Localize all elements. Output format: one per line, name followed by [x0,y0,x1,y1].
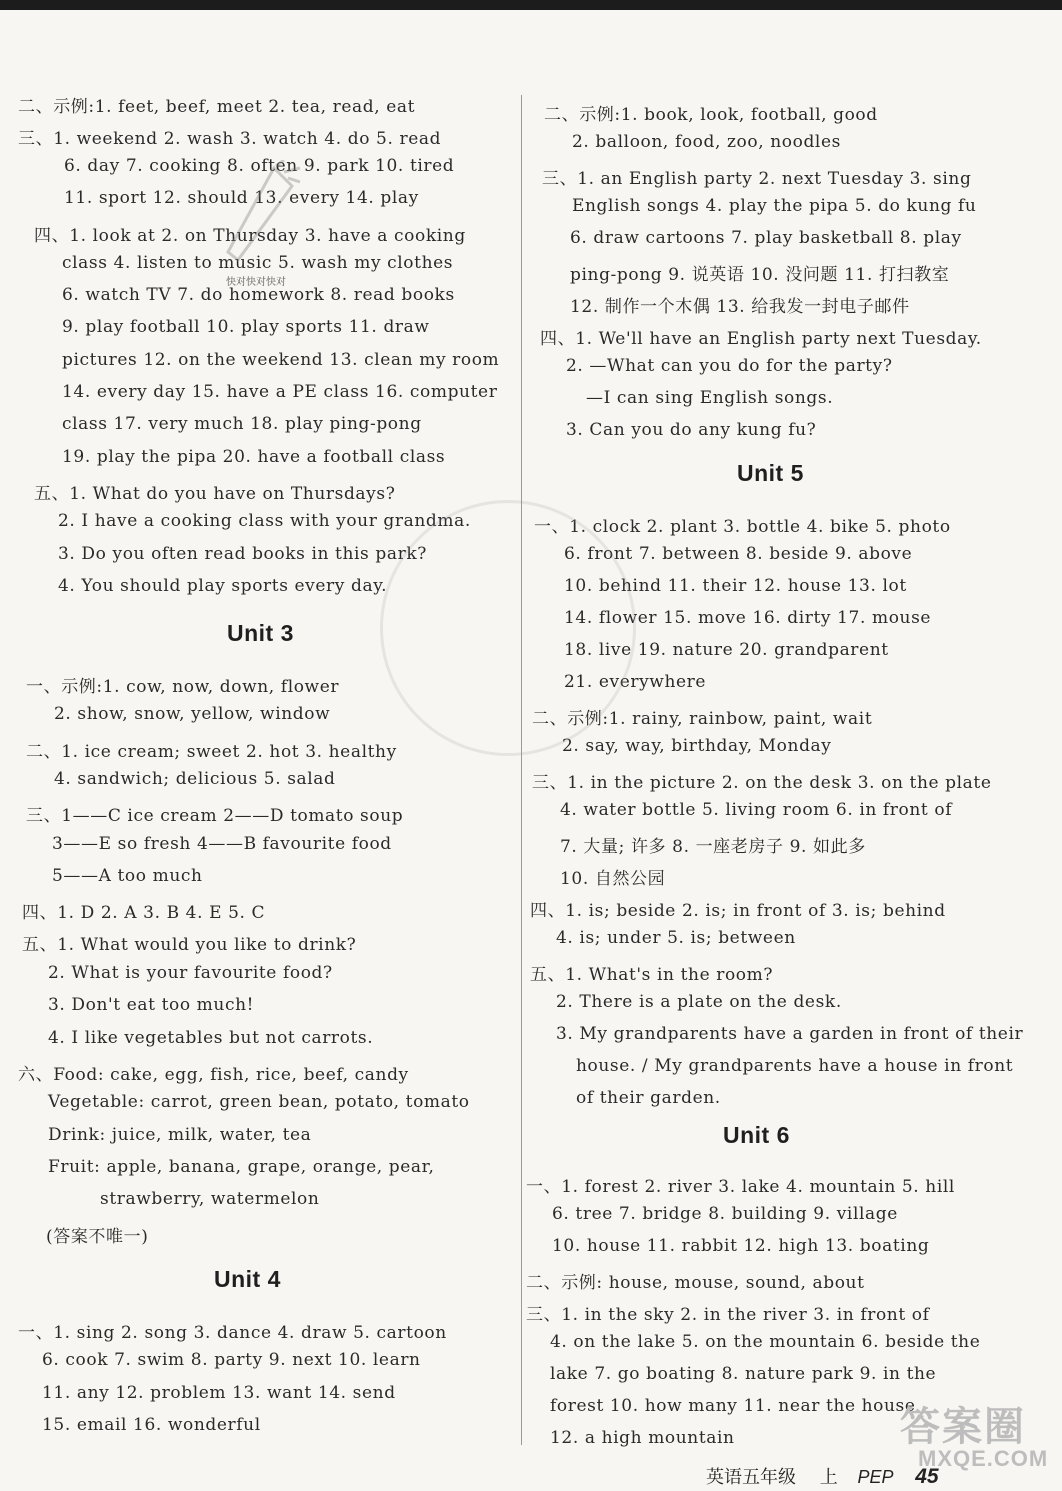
answer-line: 14. flower 15. move 16. dirty 17. mouse [564,608,932,628]
unit-heading: Unit 4 [214,1266,281,1292]
answer-line: 6. cook 7. swim 8. party 9. next 10. learn [42,1350,421,1370]
answer-line: lake 7. go boating 8. nature park 9. in the [550,1364,937,1384]
carrot-watermark [214,160,304,270]
answer-line: 7. 大量; 许多 8. 一座老房子 9. 如此多 [560,837,866,857]
answer-line: 15. email 16. wonderful [42,1415,261,1435]
unit-heading: Unit 6 [723,1122,790,1148]
unit-heading: Unit 3 [227,620,294,646]
answer-line: 二、1. ice cream; sweet 2. hot 3. healthy [26,742,397,762]
footer-edition: PEP [857,1467,894,1487]
answer-line: English songs 4. play the pipa 5. do kung fu [572,196,977,216]
answer-line: 4. sandwich; delicious 5. salad [54,769,336,789]
answer-line: 2. I have a cooking class with your grandma. [58,511,471,531]
answer-line: class 4. listen to music 5. wash my clothes [62,253,454,273]
footer-subject: 英语五年级 [706,1467,796,1488]
answer-line: 四、1. look at 2. on Thursday 3. have a cooking [34,226,466,246]
answer-line: pictures 12. on the weekend 13. clean my room [62,350,500,370]
answer-line: 4. I like vegetables but not carrots. [48,1028,374,1048]
answer-line: 六、Food: cake, egg, fish, rice, beef, candy [18,1065,409,1085]
answer-line: 一、1. forest 2. river 3. lake 4. mountain 5. hill [526,1177,955,1197]
answer-line: 10. behind 11. their 12. house 13. lot [564,576,907,596]
logo-main-text: 答案圈 [900,1405,1026,1449]
answer-line: 二、示例:1. feet, beef, meet 2. tea, read, eat [18,97,416,117]
logo-sub-text: MXQE.COM [918,1446,1049,1471]
watermark-stamp [380,500,636,756]
answer-line: 4. is; under 5. is; between [556,928,796,948]
answer-line: 10. 自然公园 [560,869,666,889]
answer-line: 6. day 7. cooking 8. often 9. park 10. tired [64,156,455,176]
answer-line: 9. play football 10. play sports 11. draw [62,317,430,337]
answer-line: 12. 制作一个木偶 13. 给我发一封电子邮件 [570,297,910,317]
answer-line: 6. tree 7. bridge 8. building 9. village [552,1204,898,1224]
answer-line: 14. every day 15. have a PE class 16. computer [62,382,498,402]
answer-line: 五、1. What do you have on Thursdays? [34,484,396,504]
answer-line: 2. balloon, food, zoo, noodles [572,132,841,152]
page-number: 45 [915,1465,939,1488]
answer-line: 6. watch TV 7. do homework 8. read books [62,285,455,305]
top-edge-bar [0,0,1062,10]
answer-line: (答案不唯一) [46,1227,149,1247]
answer-line: 一、1. clock 2. plant 3. bottle 4. bike 5. photo [534,517,951,537]
answer-line: 三、1. an English party 2. next Tuesday 3. sing [542,169,972,189]
answer-line: 3. Can you do any kung fu? [566,420,817,440]
answer-line: 一、1. sing 2. song 3. dance 4. draw 5. cartoon [18,1323,447,1343]
answer-line: forest 10. how many 11. near the house [550,1396,916,1416]
answer-line: 3. My grandparents have a garden in front of their [556,1024,1024,1044]
answer-line: Drink: juice, milk, water, tea [48,1125,312,1145]
answer-line: class 17. very much 18. play ping-pong [62,414,422,434]
answer-line: 6. draw cartoons 7. play basketball 8. play [570,228,962,248]
answer-line: 一、示例:1. cow, now, down, flower [26,677,340,697]
answer-line: 三、1. in the sky 2. in the river 3. in front of [526,1305,930,1325]
answer-line: 2. What is your favourite food? [48,963,333,983]
answer-line: of their garden. [576,1088,721,1108]
answer-line: 2. —What can you do for the party? [566,356,893,376]
answer-line: strawberry, watermelon [100,1189,320,1209]
answer-line: 11. sport 12. should 13. every 14. play [64,188,419,208]
answer-line: 4. water bottle 5. living room 6. in front of [560,800,953,820]
answer-line: 2. say, way, birthday, Monday [562,736,832,756]
answer-line: house. / My grandparents have a house in front [576,1056,1014,1076]
answer-line: 4. on the lake 5. on the mountain 6. beside the [550,1332,981,1352]
answer-line: 三、1. in the picture 2. on the desk 3. on the plate [532,773,992,793]
answer-line: Fruit: apple, banana, grape, orange, pear, [48,1157,435,1177]
answer-line: 五、1. What's in the room? [530,965,774,985]
answer-line: 3. Don't eat too much! [48,995,255,1015]
answer-line: 二、示例: house, mouse, sound, about [526,1273,865,1293]
answer-line: 4. You should play sports every day. [58,576,388,596]
answer-line: 五、1. What would you like to drink? [22,935,357,955]
answer-line: 18. live 19. nature 20. grandparent [564,640,889,660]
answer-line: 21. everywhere [564,672,707,692]
answer-line: 12. a high mountain [550,1428,735,1448]
answer-line: 三、1——C ice cream 2——D tomato soup [26,806,404,826]
overlay-watermark-text: 快对快对快对 [226,277,286,288]
footer-term: 上 [819,1467,838,1488]
answer-line: 2. show, snow, yellow, window [54,704,331,724]
unit-heading: Unit 5 [737,460,804,486]
answer-line: 5——A too much [52,866,203,886]
answer-line: 11. any 12. problem 13. want 14. send [42,1383,396,1403]
column-divider [521,95,522,1445]
answer-line: Vegetable: carrot, green bean, potato, tomato [48,1092,470,1112]
answer-line: 3. Do you often read books in this park? [58,544,427,564]
answer-line: 6. front 7. between 8. beside 9. above [564,544,913,564]
site-logo-watermark [900,1395,1048,1472]
answer-line: 四、1. is; beside 2. is; in front of 3. is; behind [530,901,946,921]
answer-line: —I can sing English songs. [586,388,834,408]
answer-line: 二、示例:1. rainy, rainbow, paint, wait [532,709,873,729]
answer-line: 四、1. D 2. A 3. B 4. E 5. C [22,903,266,923]
answer-line: 3——E so fresh 4——B favourite food [52,834,392,854]
answer-line: 19. play the pipa 20. have a football class [62,447,446,467]
answer-line: ping-pong 9. 说英语 10. 没问题 11. 打扫教室 [570,265,950,285]
answer-line: 二、示例:1. book, look, football, good [544,105,878,125]
answer-line: 四、1. We'll have an English party next Tuesday. [540,329,982,349]
answer-line: 10. house 11. rabbit 12. high 13. boating [552,1236,930,1256]
answer-line: 三、1. weekend 2. wash 3. watch 4. do 5. read [18,129,442,149]
answer-line: 2. There is a plate on the desk. [556,992,842,1012]
